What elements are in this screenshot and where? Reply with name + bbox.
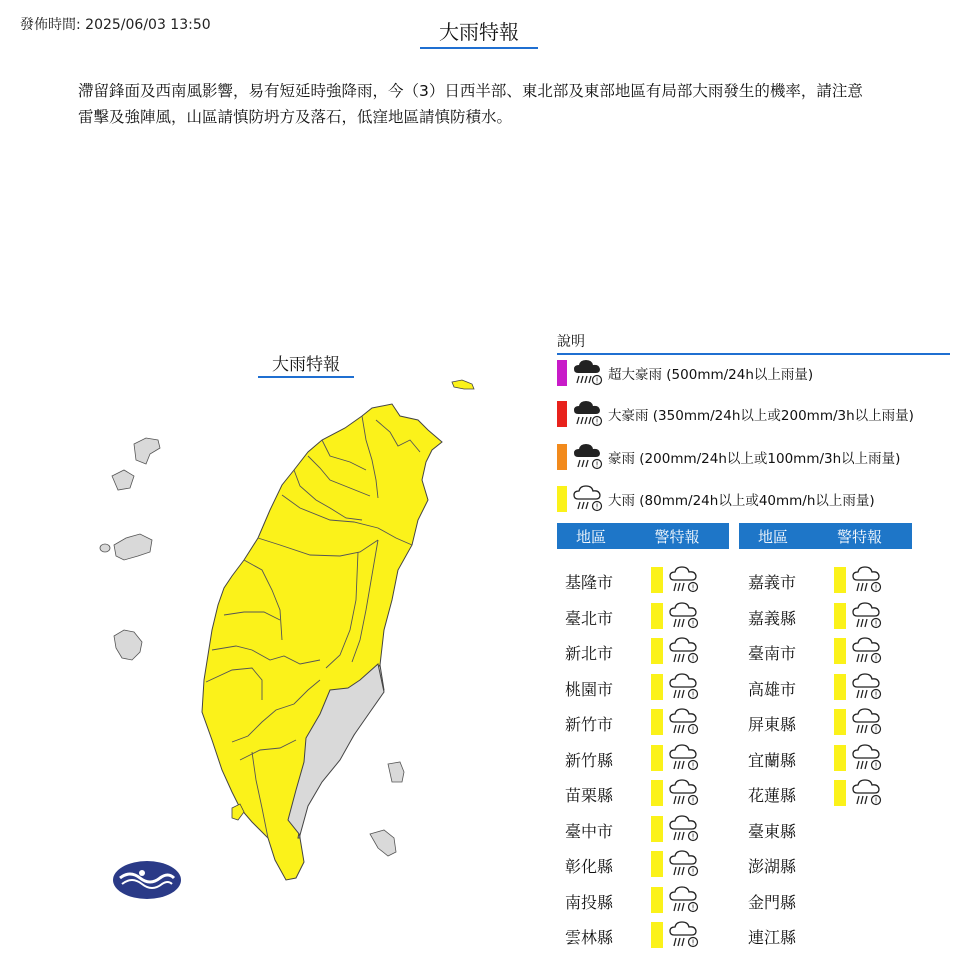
- county-name: 基隆市: [565, 573, 614, 592]
- legend-item-extremely-heavy: [557, 443, 900, 471]
- heavy-rain-icon: [851, 778, 883, 808]
- svg-text:!: !: [874, 796, 878, 805]
- county-name: 臺南市: [748, 644, 797, 663]
- warning-level-bar: [651, 851, 663, 877]
- legend-item-heavy: [557, 485, 875, 513]
- map-title: 大雨特報: [258, 350, 354, 378]
- county-name: 屏東縣: [748, 715, 797, 734]
- svg-text:!: !: [595, 376, 599, 385]
- heavy-rain-icon: [851, 565, 883, 595]
- table-header-right: [739, 523, 912, 549]
- heavy-rain-icon: [668, 885, 700, 915]
- legend-label: 大豪雨 (350mm/24h以上或200mm/3h以上雨量): [608, 408, 914, 424]
- super-torrential-rain-icon: [572, 359, 604, 387]
- svg-text:!: !: [874, 619, 878, 628]
- county-name: 新竹縣: [565, 751, 614, 770]
- taiwan-warning-map: [90, 370, 490, 910]
- legend-label: 超大豪雨 (500mm/24h以上雨量): [608, 367, 814, 383]
- heavy-rain-icon: [668, 672, 700, 702]
- heavy-rain-icon: [668, 778, 700, 808]
- warning-level-bar: [651, 567, 663, 593]
- county-name: 花蓮縣: [748, 786, 797, 805]
- svg-text:!: !: [691, 654, 695, 663]
- heavy-rain-icon: [668, 849, 700, 879]
- map-island-matsu-2: [112, 470, 134, 490]
- heavy-rain-icon: [668, 814, 700, 844]
- county-name: 高雄市: [748, 680, 797, 699]
- warning-level-bar: [834, 709, 846, 735]
- map-island-kinmen-small: [100, 544, 110, 552]
- warning-level-bar: [651, 887, 663, 913]
- svg-text:!: !: [595, 417, 599, 426]
- svg-text:!: !: [874, 725, 878, 734]
- legend-label: 豪雨 (200mm/24h以上或100mm/3h以上雨量): [608, 451, 901, 467]
- map-island-penghu: [114, 630, 142, 660]
- warning-level-bar: [651, 922, 663, 948]
- county-name: 嘉義縣: [748, 609, 797, 628]
- warning-level-bar: [651, 816, 663, 842]
- county-name: 臺北市: [565, 609, 614, 628]
- warning-level-bar: [651, 638, 663, 664]
- warning-level-bar: [651, 674, 663, 700]
- county-name: 嘉義市: [748, 573, 797, 592]
- svg-text:!: !: [691, 690, 695, 699]
- svg-text:!: !: [691, 583, 695, 592]
- county-name: 連江縣: [748, 928, 797, 947]
- heavy-rain-icon: [851, 601, 883, 631]
- warning-level-bar: [651, 780, 663, 806]
- heavy-rain-icon: [851, 707, 883, 737]
- legend-header: 說明: [557, 331, 950, 355]
- legend-item-torrential: [557, 400, 914, 428]
- svg-text:!: !: [691, 761, 695, 770]
- page-title: 大雨特報: [420, 16, 538, 49]
- county-name: 南投縣: [565, 893, 614, 912]
- heavy-rain-icon: [668, 920, 700, 950]
- col-region-header: 地區: [575, 527, 606, 546]
- heavy-rain-icon: [668, 601, 700, 631]
- warning-level-bar: [834, 674, 846, 700]
- torrential-rain-icon: [572, 400, 604, 428]
- svg-text:!: !: [691, 938, 695, 947]
- county-name: 新北市: [565, 644, 614, 663]
- map-island-green: [388, 762, 404, 782]
- svg-text:!: !: [874, 690, 878, 699]
- county-name: 臺東縣: [748, 822, 797, 841]
- svg-text:!: !: [691, 867, 695, 876]
- county-name: 臺中市: [565, 822, 614, 841]
- heavy-rain-icon: [668, 565, 700, 595]
- warning-level-bar: [651, 709, 663, 735]
- county-name: 宜蘭縣: [748, 751, 797, 770]
- county-name: 彰化縣: [565, 857, 614, 876]
- warning-level-bar: [834, 567, 846, 593]
- heavy-rain-icon: [668, 707, 700, 737]
- county-name: 新竹市: [565, 715, 614, 734]
- svg-text:!: !: [691, 725, 695, 734]
- svg-text:!: !: [595, 502, 599, 511]
- svg-text:!: !: [874, 583, 878, 592]
- heavy-rain-icon: [851, 743, 883, 773]
- warning-level-bar: [834, 780, 846, 806]
- county-name: 雲林縣: [565, 928, 614, 947]
- svg-text:!: !: [691, 832, 695, 841]
- warning-level-bar: [834, 603, 846, 629]
- heavy-rain-icon: [851, 636, 883, 666]
- svg-text:!: !: [691, 619, 695, 628]
- county-name: 澎湖縣: [748, 857, 797, 876]
- col-warning-header: 警特報: [836, 527, 882, 546]
- col-region-header: 地區: [757, 527, 788, 546]
- svg-text:!: !: [874, 654, 878, 663]
- svg-text:!: !: [691, 796, 695, 805]
- warning-level-bar: [651, 745, 663, 771]
- warning-level-bar: [834, 638, 846, 664]
- extremely-heavy-rain-icon: [572, 443, 604, 471]
- svg-text:!: !: [874, 761, 878, 770]
- map-island-kinmen: [114, 534, 152, 560]
- heavy-rain-icon: [572, 485, 604, 513]
- warning-description: 滯留鋒面及西南風影響，易有短延時強降雨，今（3）日西半部、東北部及東部地區有局部大雨發生的機率，請注意雷擊及強陣風，山區請慎防坍方及落石，低窪地區請慎防積水。: [78, 82, 863, 126]
- legend-item-super-torrential: [557, 359, 813, 387]
- cwa-logo: [112, 860, 182, 900]
- heavy-rain-icon: [668, 743, 700, 773]
- col-warning-header: 警特報: [654, 527, 700, 546]
- county-name: 苗栗縣: [565, 786, 614, 805]
- legend-swatch: [557, 444, 567, 470]
- legend-label: 大雨 (80mm/24h以上或40mm/h以上雨量): [608, 493, 875, 509]
- svg-text:!: !: [595, 460, 599, 469]
- legend-swatch: [557, 486, 567, 512]
- county-name: 金門縣: [748, 893, 797, 912]
- heavy-rain-icon: [851, 672, 883, 702]
- warning-level-bar: [651, 603, 663, 629]
- map-island-guishan: [452, 380, 474, 389]
- issue-time: 發佈時間: 2025/06/03 13:50: [20, 17, 211, 33]
- table-header-left: [557, 523, 729, 549]
- legend-swatch: [557, 360, 567, 386]
- svg-text:!: !: [691, 903, 695, 912]
- heavy-rain-icon: [668, 636, 700, 666]
- legend-swatch: [557, 401, 567, 427]
- county-name: 桃園市: [565, 680, 614, 699]
- map-island-matsu-1: [134, 438, 160, 464]
- map-island-orchid: [370, 830, 396, 856]
- warning-level-bar: [834, 745, 846, 771]
